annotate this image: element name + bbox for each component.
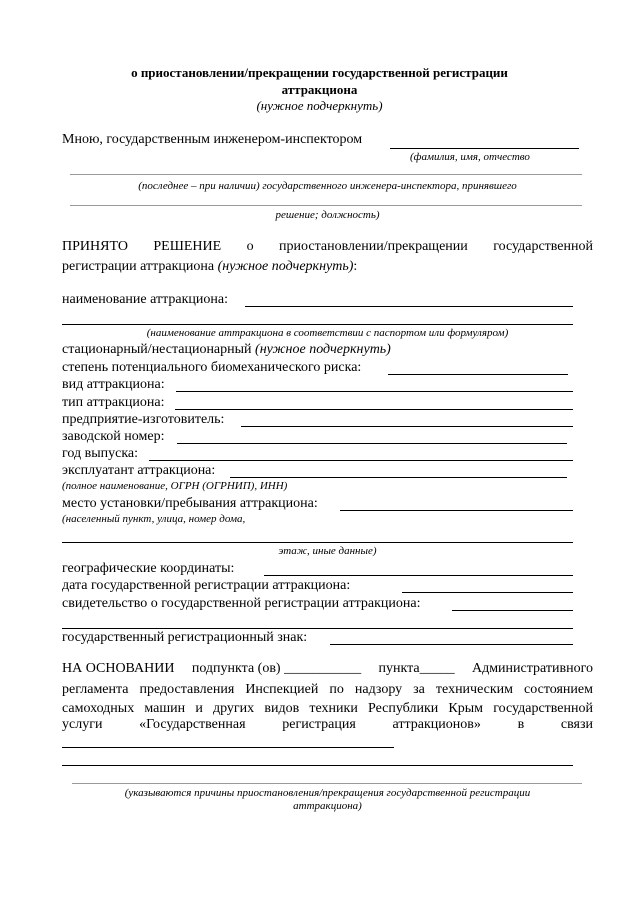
inspector-name-line[interactable]: [390, 148, 579, 149]
location-line-2[interactable]: [62, 542, 573, 543]
basis-word: в: [517, 717, 525, 732]
kind-label: вид аттракциона:: [62, 377, 165, 392]
reg-sign-line[interactable]: [330, 644, 573, 645]
basis-word: НА ОСНОВАНИИ: [62, 661, 175, 676]
name-line[interactable]: [245, 306, 573, 307]
risk-label: степень потенциального биомеханического риска:: [62, 360, 362, 375]
name-hint: (наименование аттракциона в соответствии с паспортом или формуляром): [146, 327, 509, 339]
basis-word: связи: [560, 717, 593, 732]
decision-word: РЕШЕНИЕ: [153, 239, 222, 254]
decision-word: ПРИНЯТО: [62, 239, 128, 254]
inspector-line-2[interactable]: [70, 174, 582, 175]
type-line[interactable]: [175, 409, 573, 410]
basis-word: подпункта (ов) ___________: [191, 661, 362, 676]
location-line[interactable]: [340, 510, 573, 511]
reason-line-3[interactable]: [72, 783, 582, 784]
operator-line[interactable]: [230, 477, 567, 478]
certificate-label: свидетельство о государственной регистрации аттракциона:: [62, 596, 421, 611]
inspector-hint-2: (последнее – при наличии) государственного инженера-инспектора, принявшего: [138, 180, 517, 192]
reason-hint-1: (указываются причины приостановления/прекращения государственной регистрации: [124, 787, 531, 799]
doc-subtitle: (нужное подчеркнуть): [256, 98, 383, 113]
basis-word: услуги: [62, 717, 103, 732]
basis-word: регистрация: [282, 717, 356, 732]
manufacturer-line[interactable]: [241, 426, 573, 427]
operator-label: эксплуатант аттракциона:: [62, 463, 216, 478]
stationary-row: стационарный/нестационарный (нужное подчеркнуть): [62, 342, 391, 357]
inspector-line-3[interactable]: [70, 205, 582, 206]
name-line-2[interactable]: [62, 324, 573, 325]
inspector-hint-1: (фамилия, имя, отчество: [410, 151, 530, 163]
decision-line-2: регистрации аттракциона (нужное подчеркнуть):: [62, 259, 358, 274]
risk-line[interactable]: [388, 374, 568, 375]
decision-line-1: [62, 239, 593, 255]
location-hint-2: этаж, иные данные): [278, 545, 377, 557]
basis-word: аттракционов»: [392, 717, 481, 732]
doc-title-line2: аттракциона: [281, 82, 358, 97]
reason-line-1[interactable]: [62, 747, 394, 748]
manufacturer-label: предприятие-изготовитель:: [62, 412, 225, 427]
decision-word: государственной: [493, 239, 593, 254]
kind-line[interactable]: [176, 391, 573, 392]
certificate-line-2[interactable]: [62, 628, 573, 629]
reg-date-line[interactable]: [402, 592, 573, 593]
serial-label: заводской номер:: [62, 429, 165, 444]
reg-sign-label: государственный регистрационный знак:: [62, 630, 308, 645]
basis-line-3: самоходных машин и других видов техники Республики Крым государственной: [62, 701, 593, 716]
decision-hint: (нужное подчеркнуть): [217, 259, 354, 274]
reg-date-label: дата государственной регистрации аттракциона:: [62, 578, 351, 593]
reason-hint-2: аттракциона): [293, 800, 362, 812]
certificate-line[interactable]: [452, 610, 573, 611]
basis-line-1: [62, 661, 593, 677]
basis-line-2: регламента предоставления Инспекцией по надзору за техническим состоянием: [62, 682, 593, 697]
stationary-hint: (нужное подчеркнуть): [255, 342, 391, 357]
doc-title-line1: о приостановлении/прекращении государственной регистрации: [131, 65, 508, 80]
serial-line[interactable]: [177, 443, 567, 444]
year-label: год выпуска:: [62, 446, 139, 461]
basis-word: пункта_____: [378, 661, 455, 676]
location-label: место установки/пребывания аттракциона:: [62, 496, 318, 511]
inspector-hint-3: решение; должность): [275, 209, 380, 221]
inspector-label: Мною, государственным инженером-инспектором: [62, 132, 363, 147]
name-label: наименование аттракциона:: [62, 292, 228, 307]
reason-line-2[interactable]: [62, 765, 573, 766]
year-line[interactable]: [149, 460, 573, 461]
basis-word: «Государственная: [139, 717, 246, 732]
decision-word: приостановлении/прекращении: [279, 239, 468, 254]
basis-word: Административного: [471, 661, 593, 676]
basis-line-4: [62, 717, 593, 733]
coords-line[interactable]: [264, 575, 573, 576]
operator-hint: (полное наименование, ОГРН (ОГРНИП), ИНН): [62, 480, 288, 492]
location-hint-1: (населенный пункт, улица, номер дома,: [62, 513, 246, 525]
coords-label: географические координаты:: [62, 561, 235, 576]
decision-word: о: [246, 239, 254, 254]
type-label: тип аттракциона:: [62, 395, 165, 410]
